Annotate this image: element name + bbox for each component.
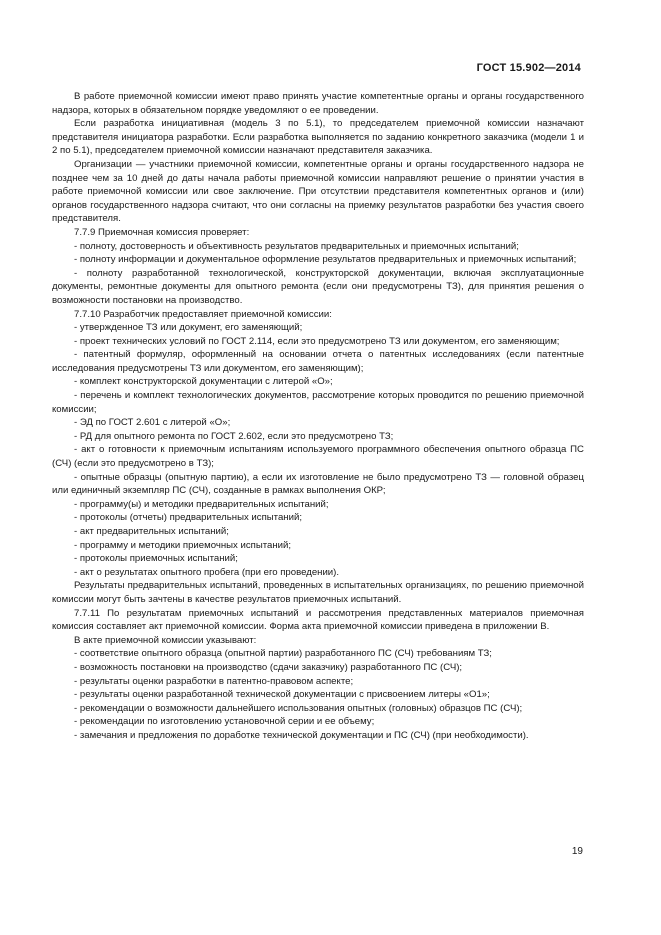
list-item: - соответствие опытного образца (опытной партии) разработанного ПС (СЧ) требованиям ТЗ; [74,648,492,660]
clause-heading: 7.7.9 Приемочная комиссия проверяет: [74,226,250,238]
paragraph: Организации — участники приемочной комиссии, компетентные органы и органы государственного надзора не позднее чем за 10 дней до даты начала работы приемочной комиссии направляют решение о принятии участия в работе приемочной комиссии или свое заключение. При отсутствии представителя компетентных органов и (или) органов государственного надзора считают, что они согласны на приемку результатов разработки без участия своего представителя. [52,158,584,225]
document-header: ГОСТ 15.902—2014 [476,62,581,74]
list-item: - патентный формуляр, оформленный на основании отчета о патентных исследованиях (если патентные исследования предусмотрены ТЗ или документом, его заменяющим); [52,349,584,374]
list-item: - ЭД по ГОСТ 2.601 с литерой «О»; [74,417,231,429]
list-item: - проект технических условий по ГОСТ 2.114, если это предусмотрено ТЗ или документом, его заменяющим; [74,335,560,347]
list-item: - программу(ы) и методики предварительных испытаний; [74,498,329,510]
list-item: - полноту информации и документальное оформление результатов предварительных и приемочных испытаний; [74,254,577,266]
list-item: - результаты оценки разработки в патентно-правовом аспекте; [74,675,354,687]
list-item: - комплект конструкторской документации с литерой «О»; [74,376,333,388]
list-item: - акт о готовности к приемочным испытаниям используемого программного обеспечения опытного образца ПС (СЧ) (если это предусмотрено в ТЗ); [52,444,584,470]
document-body [52,90,584,743]
list-item: - утвержденное ТЗ или документ, его заменяющий; [74,322,303,334]
list-item: - рекомендации о возможности дальнейшего использования опытных (головных) образцов ПС (СЧ); [74,702,523,714]
list-item: - рекомендации по изготовлению установочной серии и ее объему; [74,716,375,728]
list-item: - опытные образцы (опытную партию), а если их изготовление не было предусмотрено ТЗ — головной образец или единичный экземпляр ПС (СЧ), созданные в рамках выполнения ОКР; [52,471,584,497]
list-item: - протоколы приемочных испытаний; [74,553,238,565]
list-item: - возможность постановки на производство (сдачи заказчику) разработанного ПС (СЧ); [74,661,463,673]
list-item: - полноту, достоверность и объективность результатов предварительных и приемочных испытаний; [74,240,519,252]
list-item: - РД для опытного ремонта по ГОСТ 2.602, если это предусмотрено ТЗ; [74,430,394,442]
clause-heading: 7.7.10 Разработчик предоставляет приемочной комиссии: [74,308,332,320]
list-item: - акт предварительных испытаний; [74,526,229,537]
clause-heading: 7.7.11 По результатам приемочных испытаний и рассмотрения представленных материалов приемочная комиссия составляет акт приемочной комиссии. Форма акта приемочной комиссии приведена в приложении В. [52,607,584,633]
list-item: - программу и методики приемочных испытаний; [74,539,292,551]
list-item: - полноту разработанной технологической, конструкторской документации, включая эксплуатационные документы, ремонтные документы для опытного ремонта (если они предусмотрены ТЗ), для принятия решения о возможности постановки на производство. [52,267,584,306]
paragraph: В работе приемочной комиссии имеют право принять участие компетентные органы и органы государственного надзора, которых в обязательном порядке уведомляют о ее проведении. [52,91,584,116]
list-item: - результаты оценки разработанной технической документации с присвоением литеры «О1»; [74,689,490,701]
paragraph: В акте приемочной комиссии указывают: [74,634,257,646]
page-number: 19 [571,846,583,857]
list-item: - перечень и комплект технологических документов, рассмотрение которых проводится по решению приемочной комиссии; [52,390,584,415]
list-item: - акт о результатах опытного пробега (при его проведении). [74,566,340,578]
paragraph: Если разработка инициативная (модель 3 по 5.1), то председателем приемочной комиссии назначают представителя инициатора разработки. Если разработка выполняется по заданию конкретного заказчика (модели 1 и 2 по 5.1), председателем приемочной комиссии назначают представителя заказчика. [52,118,584,157]
list-item: - протоколы (отчеты) предварительных испытаний; [74,512,302,524]
paragraph: Результаты предварительных испытаний, проведенных в испытательных организациях, по решению приемочной комиссии могут быть зачтены в качестве результатов приемочных испытаний. [52,580,584,605]
list-item: - замечания и предложения по доработке технической документации и ПС (СЧ) (при необходимости). [74,729,529,741]
